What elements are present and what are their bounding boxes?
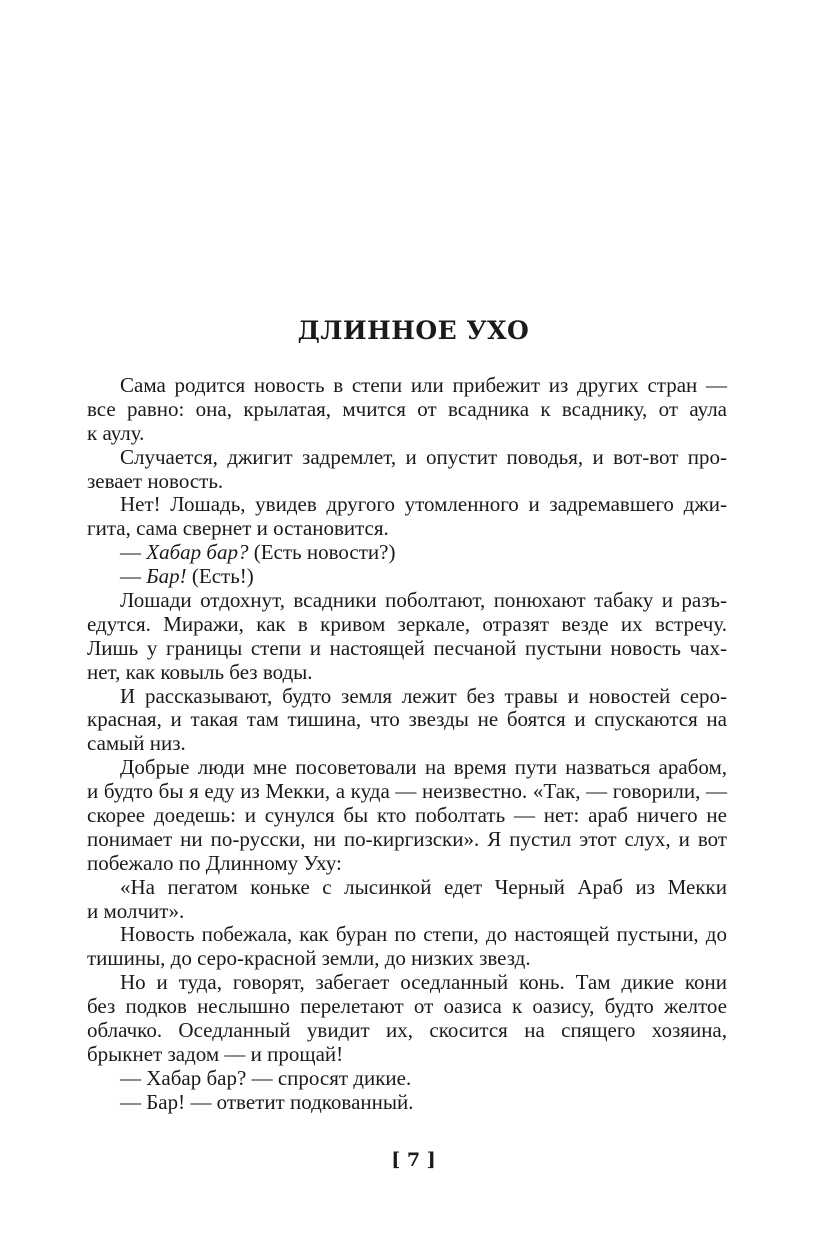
text-line: Нет! Лошадь, увидев другого утомленного и задремавшего джи- — [120, 492, 727, 517]
dialogue-translation: (Есть!) — [186, 564, 254, 589]
text-line: Лишь у границы степи и настоящей песчаной пустыни новость чах- — [87, 635, 727, 660]
dash: — — [120, 564, 147, 589]
page-number: [ 7 ] — [391, 1149, 436, 1171]
body-text — [87, 374, 727, 1115]
text-line: облачко. Оседланный увидит их, скосится на спящего хозяина, — [87, 1018, 727, 1043]
text-line: к аулу. — [87, 420, 145, 445]
text-line: и будто бы я еду из Мекки, а куда — неизвестно. «Так, — говорили, — — [87, 779, 727, 804]
text-line: все равно: она, крылатая, мчится от всадника к всаднику, от аула — [87, 396, 727, 421]
dialogue-italic: Бар! — [146, 564, 187, 589]
text-line: брыкнет задом — и прощай! — [87, 1041, 344, 1066]
dialogue-line — [87, 541, 727, 565]
text-line: скорее доедешь: и сунулся бы кто поболтать — нет: араб ничего не — [87, 803, 727, 828]
dash: — — [120, 540, 147, 565]
dialogue-italic: Хабар бар? — [146, 540, 249, 565]
text-line: Добрые люди мне посоветовали на время пути назваться арабом, — [120, 755, 727, 780]
text-line: понимает ни по-русски, ни по-киргизски». Я пустил этот слух, и вот — [87, 826, 727, 851]
dialogue-translation: (Есть новости?) — [248, 540, 396, 565]
text-line: побежало по Длинному Уху: — [87, 850, 342, 875]
text-line: Лошади отдохнут, всадники поболтают, понюхают табаку и разъ- — [120, 588, 727, 613]
text-line: красная, и такая там тишина, что звезды не боятся и спускаются на — [87, 707, 727, 732]
text-line: самый низ. — [87, 731, 186, 756]
text-line: «На пегатом коньке с лысинкой едет Черный Араб из Мекки — [120, 874, 727, 899]
dialogue-line: — Хабар бар? — спросят дикие. — [120, 1065, 412, 1090]
text-line: нет, как ковыль без воды. — [87, 659, 313, 684]
text-line: едутся. Миражи, как в кривом зеркале, отразят везде их встречу. — [87, 611, 727, 636]
text-line: зевает новость. — [87, 468, 224, 493]
text-line: Случается, джигит задремлет, и опустит поводья, и вот-вот про- — [120, 444, 727, 469]
text-line: тишины, до серо-красной земли, до низких звезд. — [87, 946, 531, 971]
chapter-title: ДЛИННОЕ УХО — [297, 316, 530, 345]
text-line: Сама родится новость в степи или прибежит из других стран — — [120, 373, 727, 397]
text-line: без подков неслышно перелетают от оазиса к оазису, будто желтое — [87, 994, 727, 1019]
text-line: Новость побежала, как буран по степи, до настоящей пустыни, до — [120, 922, 727, 947]
dialogue-line: — Бар! — ответит подкованный. — [120, 1089, 414, 1114]
text-line: и молчит». — [87, 898, 185, 923]
text-line: И рассказывают, будто земля лежит без травы и новостей серо- — [120, 683, 727, 708]
text-line: Но и туда, говорят, забегает оседланный конь. Там дикие кони — [120, 970, 727, 995]
dialogue-line — [87, 565, 727, 589]
text-line: гита, сама свернет и остановится. — [87, 516, 389, 541]
